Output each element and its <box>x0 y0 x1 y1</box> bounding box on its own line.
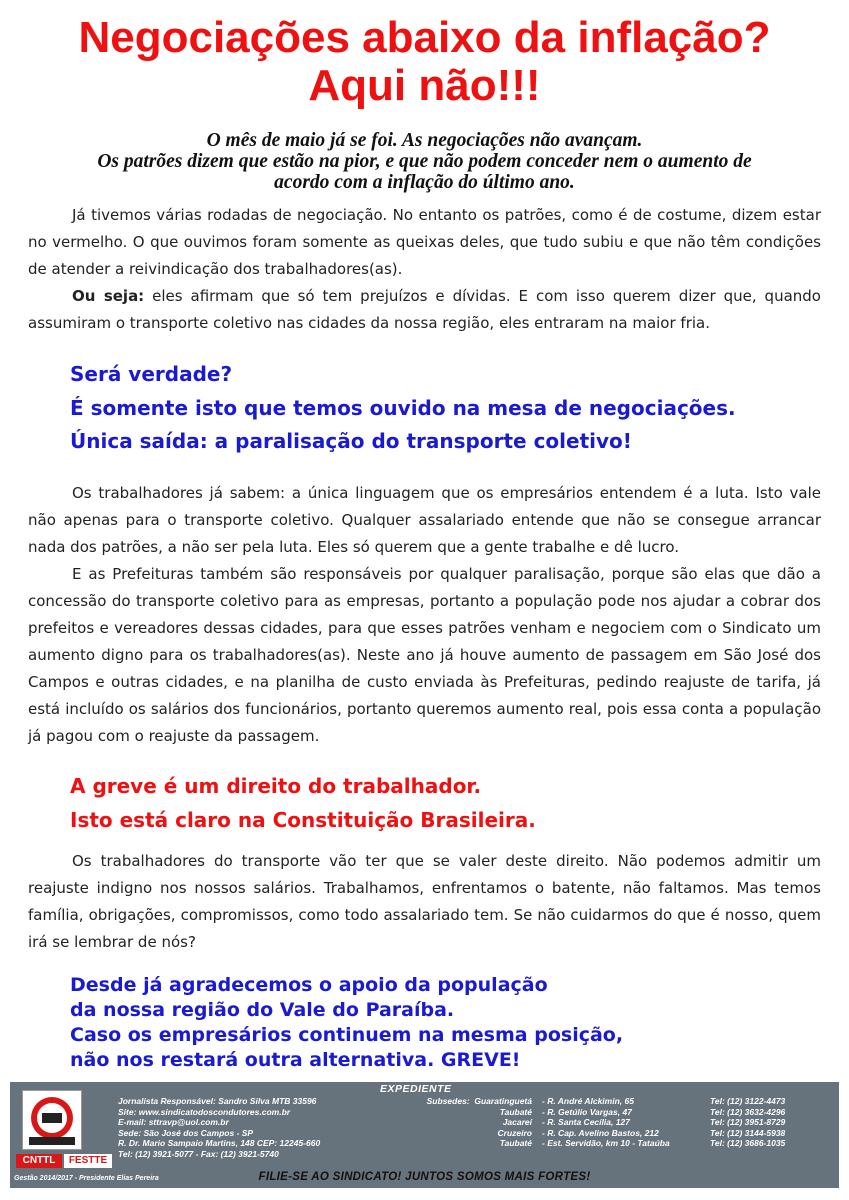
union-emblem <box>22 1090 82 1150</box>
headquarters-line: Sede: São José dos Campos - SP <box>118 1127 254 1138</box>
struggle-paragraph-1: Os trabalhadores já sabem: a única linguagem que os empresários entendem é a luta. Isto vale não apenas para o transporte coletivo. Qualquer assalariado entende que não se consegue arrancar nada dos patrões, a não ser pela luta. Eles só querem que a gente trabalhe e dê lucro. <box>28 484 821 556</box>
struggle-section <box>28 480 821 750</box>
closing-line: Caso os empresários continuem na mesma posição, <box>70 1024 624 1046</box>
journalist-line: Jornalista Responsável: Sandro Silva MTB 33596 <box>118 1096 317 1106</box>
address-line: R. Dr. Mario Sampaio Martins, 148 CEP: 12245-660 <box>118 1138 321 1148</box>
expediente-title: EXPEDIENTE <box>380 1083 452 1095</box>
subsede-cities <box>402 1096 532 1149</box>
closing-line: não nos restará outra alternativa. GREVE! <box>70 1049 521 1071</box>
intro-paragraph-1: Já tivemos várias rodadas de negociação. No entanto os patrões, como é de costume, dizem estar no vermelho. O que ouvimos foram somente as queixas deles, que tudo subiu e que não têm condições de atender a reivindicação dos trabalhadores(as). <box>28 206 821 278</box>
subsede-city: Subsedes: Guaratinguetá <box>426 1096 532 1106</box>
contact-info <box>118 1096 320 1159</box>
subsede-city: Cruzeiro <box>497 1127 532 1138</box>
subsede-phone: Tel: (12) 3122-4473 <box>710 1096 786 1106</box>
callout-line: Será verdade? <box>70 362 233 386</box>
subsedes-label: Subsedes: <box>426 1096 470 1106</box>
intro-lead: Ou seja: <box>72 287 145 305</box>
subsede-address: - R. Santa Cecília, 127 <box>542 1117 630 1127</box>
subsede-phone: Tel: (12) 3632-4296 <box>710 1106 786 1117</box>
festte-logo: FESTTE <box>64 1154 112 1168</box>
subsede-address: - R. Cap. Avelino Bastos, 212 <box>542 1127 659 1138</box>
subsede-address: - R. Getúlio Vargas, 47 <box>542 1106 632 1117</box>
callout-strike-right <box>70 770 536 837</box>
callout-line: A greve é um direito do trabalhador. <box>70 774 482 798</box>
phone-fax-line: Tel: (12) 3921-5077 - Fax: (12) 3921-5740 <box>118 1148 279 1159</box>
headline <box>0 14 849 110</box>
subsede-phones <box>710 1096 785 1149</box>
intro-section <box>28 202 821 337</box>
subheading-line-2: Os patrões dizem que estão na pior, e que não podem conceder nem o aumento de <box>97 151 752 172</box>
closing-message <box>70 973 623 1073</box>
subsede-address: - Est. Servidão, km 10 - Tataúba <box>542 1138 670 1148</box>
cnttl-logo: CNTTL <box>16 1154 62 1168</box>
subsede-phone: Tel: (12) 3686-1035 <box>710 1138 786 1148</box>
struggle-paragraph-2: E as Prefeituras também são responsáveis por qualquer paralisação, porque são elas que dão a concessão do transporte coletivo para as empresas, portanto a população pode nos ajudar a cobrar dos prefeitos e vereadores dessas cidades, para que esses patrões venham e negociem com o Sindicato um aumento digno para os trabalhadores(as). Neste ano já houve aumento de passagem em São José dos Campos e outras cidades, e na planilha de custo enviada às Prefeituras, pedindo reajuste de tarifa, já está incluído os salários dos funcionários, portanto queremos aumento real, pois essa conta a população já pagou com o reajuste da passagem. <box>28 565 821 745</box>
callout-line: Isto está claro na Constituição Brasileira. <box>70 807 536 832</box>
subsede-phone: Tel: (12) 3951-8729 <box>710 1117 786 1127</box>
callout-questions <box>70 358 736 459</box>
closing-line: da nossa região do Vale do Paraíba. <box>70 999 455 1021</box>
site-line: Site: www.sindicatodoscondutores.com.br <box>118 1106 291 1117</box>
rights-section <box>28 848 821 956</box>
email-line: E-mail: sttravp@uol.com.br <box>118 1117 229 1127</box>
subsede-address: - R. André Alckimin, 65 <box>542 1096 634 1106</box>
subsede-city: Jacareí <box>502 1117 532 1127</box>
subsede-city: Taubaté <box>499 1106 532 1117</box>
rights-paragraph-1: Os trabalhadores do transporte vão ter que se valer deste direito. Não podemos admitir um reajuste indigno nos nossos salários. Trabalhamos, enfrentamos o batente, não faltamos. Mas temos família, obrigações, compromissos, como todo assalariado tem. Se não cuidarmos do que é nosso, quem irá se lembrar de nós? <box>28 852 821 951</box>
callout-line: Única saída: a paralisação do transporte coletivo! <box>70 429 632 453</box>
union-slogan: FILIE-SE AO SINDICATO! JUNTOS SOMOS MAIS FORTES! <box>258 1171 591 1183</box>
intro-paragraph-2-text: eles afirmam que só tem prejuízos e dívidas. E com isso querem dizer que, quando assumiram o transporte coletivo nas cidades da nossa região, eles entraram na maior fria. <box>28 287 821 332</box>
callout-line: É somente isto que temos ouvido na mesa de negociações. <box>70 395 736 420</box>
subheading-line-3: acordo com a inflação do último ano. <box>274 172 575 193</box>
intro-paragraph-2 <box>28 283 821 337</box>
expediente-footer <box>10 1082 839 1188</box>
subsede-city: Taubaté <box>499 1138 532 1148</box>
headline-line-2: Aqui não!!! <box>308 61 541 110</box>
subsede-addresses <box>542 1096 670 1149</box>
union-emblem-icon <box>23 1091 81 1149</box>
closing-line: Desde já agradecemos o apoio da população <box>70 974 548 996</box>
management-term: Gestão 2014/2017 - Presidente Elias Pereira <box>14 1175 159 1182</box>
headline-line-1: Negociações abaixo da inflação? <box>78 13 771 62</box>
subheading-line-1: O mês de maio já se foi. As negociações não avançam. <box>206 130 643 151</box>
subsede-phone: Tel: (12) 3144-5938 <box>710 1127 786 1138</box>
subheading <box>0 130 849 193</box>
